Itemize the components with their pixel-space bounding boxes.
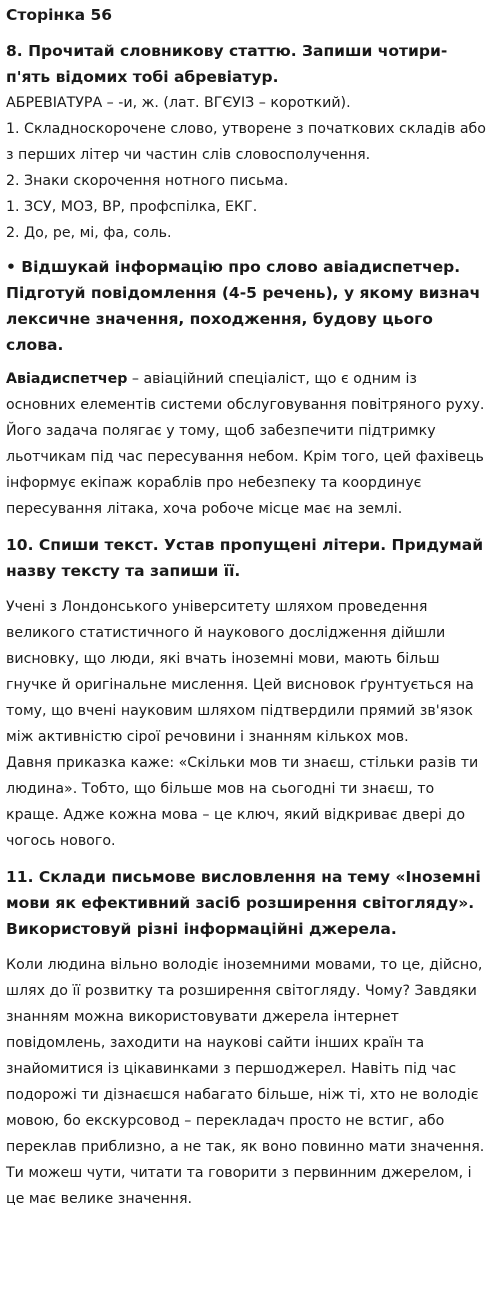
dictionary-entry-headword: АБРЕВІАТУРА – -и, ж. (лат. ВГЄУІЗ – короткий). — [6, 95, 351, 111]
notation-examples: 2. До, ре, мі, фа, соль. — [6, 225, 172, 241]
dictionary-meaning-2: 2. Знаки скорочення нотного письма. — [6, 173, 289, 189]
task-10 — [6, 532, 491, 854]
answer-text: – авіаційний спеціаліст, що є одним із основних елементів системи обслуговування повітряного руху. Його задача полягає у тому, щоб забезпечити підтримку льотчикам під час пересування небом. Крім того, цей фахівець інформує екіпаж кораблів про небезпеку та координує пересування літака, хоча робоче місце має на землі. — [6, 371, 485, 517]
task-8 — [6, 38, 491, 246]
task-10-heading: 10. Спиши текст. Устав пропущені літери. Придумай назву тексту та запиши її. — [6, 536, 484, 580]
dictionary-meaning-1: 1. Складноскорочене слово, утворене з початкових складів або з перших літер чи частин слів словосполучення. — [6, 121, 486, 163]
page-title: Сторінка 56 — [6, 6, 113, 24]
task-9 — [6, 254, 491, 522]
abbreviation-examples: 1. ЗСУ, МОЗ, ВР, профспілка, ЕКГ. — [6, 199, 258, 215]
task-11-heading: 11. Склади письмове висловлення на тему «Іноземні мови як ефективний засіб розширення світогляду». Використовуй різні інформаційні джерела. — [6, 868, 481, 938]
task-11-paragraph: Коли людина вільно володіє іноземними мовами, то це, дійсно, шлях до її розвитку та розширення світогляду. Чому? Завдяки знанням можна використовувати джерела інтернет повідомлень, заходити на наукові сайти інших країн та знайомитися із цікавинками з першоджерел. Навіть під час подорожі ти дізнаєшся набагато більше, ніж ті, хто не володіє мовою, бо екскурсовод – перекладач просто не встиг, або переклав приблизно, а не так, як воно повинно мати значення. Ти можеш чути, читати та говорити з первинним джерелом, і це має велике значення. — [6, 957, 485, 1207]
task-10-paragraph-2: Давня приказка каже: «Скільки мов ти знаєш, стільки разів ти людина». Тобто, що більше мов на сьогодні ти знаєш, то краще. Адже кожна мова – це ключ, який відкриває двері до чогось нового. — [6, 755, 479, 849]
task-9-answer — [6, 366, 491, 522]
task-9-heading: • Відшукай інформацію про слово авіадиспетчер. Підготуй повідомлення (4-5 речень), у якому визнач лексичне значення, походження, будову цього слова. — [6, 258, 481, 354]
task-10-paragraph-1: Учені з Лондонського університету шляхом проведення великого статистичного й наукового дослідження дійшли висновку, що люди, які вчать іноземні мови, мають більш гнучке й оригінальне мислення. Цей висновок ґрунтується на тому, що вчені науковим шляхом підтвердили прямий зв'язок між активністю сірої речовини і знанням кількох мов. — [6, 599, 474, 745]
answer-term: Авіадиспетчер — [6, 371, 128, 387]
task-11 — [6, 864, 491, 1212]
task-8-heading: 8. Прочитай словникову статтю. Запиши чотири-п'ять відомих тобі абревіатур. — [6, 42, 448, 86]
